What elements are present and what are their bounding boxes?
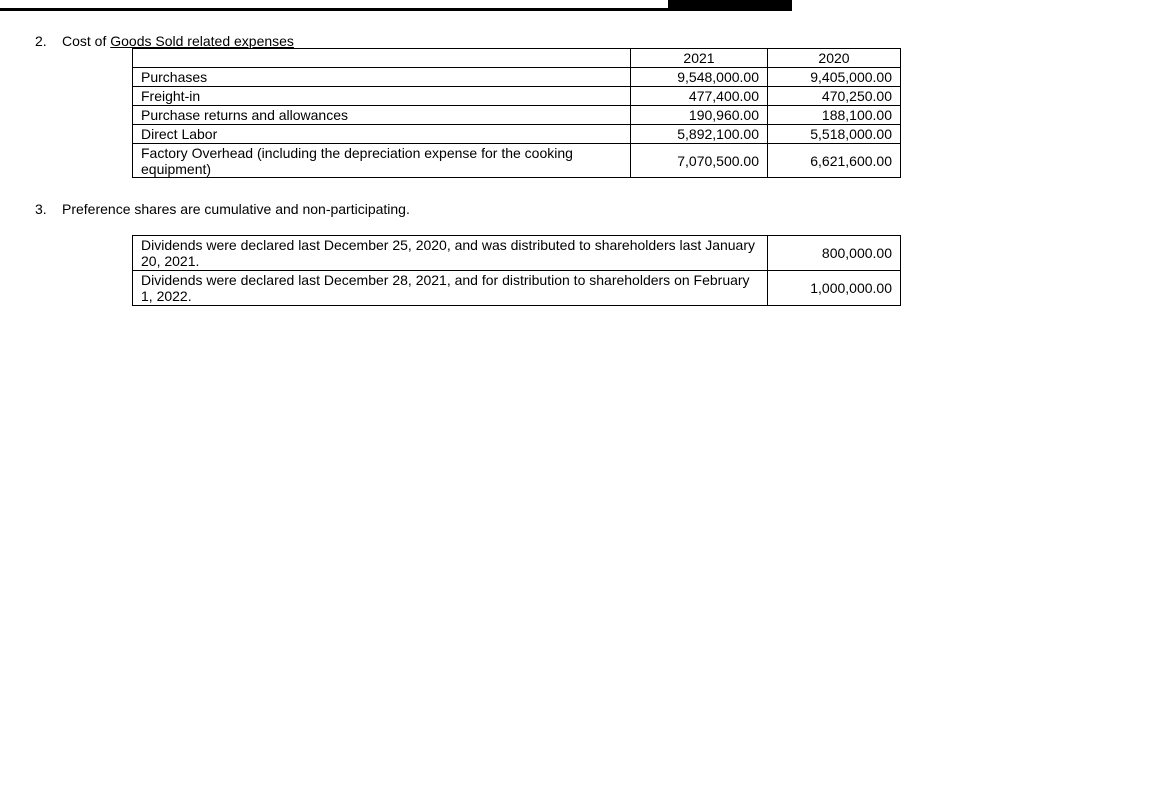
section-3-number: 3. <box>35 201 47 217</box>
dividend-description: Dividends were declared last December 28, 2021, and for distribution to shareholders on February 1, 2022. <box>133 271 768 306</box>
value-2021: 7,070,500.00 <box>631 144 768 178</box>
section-2-heading <box>35 33 294 49</box>
table-row <box>133 68 901 87</box>
section-3-title: Preference shares are cumulative and non-participating. <box>62 201 410 217</box>
header-2020: 2020 <box>768 49 901 68</box>
header-label <box>133 49 631 68</box>
row-label: Purchase returns and allowances <box>133 106 631 125</box>
row-label: Freight-in <box>133 87 631 106</box>
section-2-title-prefix: Cost of <box>62 33 111 49</box>
value-2020: 470,250.00 <box>768 87 901 106</box>
section-2-title-underlined: Goods Sold related expenses <box>110 33 294 49</box>
section-2-number: 2. <box>35 33 47 49</box>
value-2020: 6,621,600.00 <box>768 144 901 178</box>
row-label: Factory Overhead (including the depreciation expense for the cooking equipment) <box>133 144 631 178</box>
value-2021: 5,892,100.00 <box>631 125 768 144</box>
value-2021: 9,548,000.00 <box>631 68 768 87</box>
section-3-heading <box>35 201 410 217</box>
cogs-table <box>132 48 901 178</box>
dividend-description: Dividends were declared last December 25, 2020, and was distributed to shareholders last January 20, 2021. <box>133 236 768 271</box>
table-row <box>133 106 901 125</box>
table-row <box>133 236 901 271</box>
table-header-row <box>133 49 901 68</box>
table-row <box>133 87 901 106</box>
header-2021: 2021 <box>631 49 768 68</box>
row-label: Direct Labor <box>133 125 631 144</box>
value-2020: 5,518,000.00 <box>768 125 901 144</box>
dividends-table <box>132 235 901 306</box>
dividend-amount: 800,000.00 <box>768 236 901 271</box>
value-2021: 477,400.00 <box>631 87 768 106</box>
value-2021: 190,960.00 <box>631 106 768 125</box>
value-2020: 188,100.00 <box>768 106 901 125</box>
row-label: Purchases <box>133 68 631 87</box>
dividend-amount: 1,000,000.00 <box>768 271 901 306</box>
top-black-block <box>668 0 792 11</box>
table-row <box>133 125 901 144</box>
value-2020: 9,405,000.00 <box>768 68 901 87</box>
table-row <box>133 271 901 306</box>
table-row <box>133 144 901 178</box>
